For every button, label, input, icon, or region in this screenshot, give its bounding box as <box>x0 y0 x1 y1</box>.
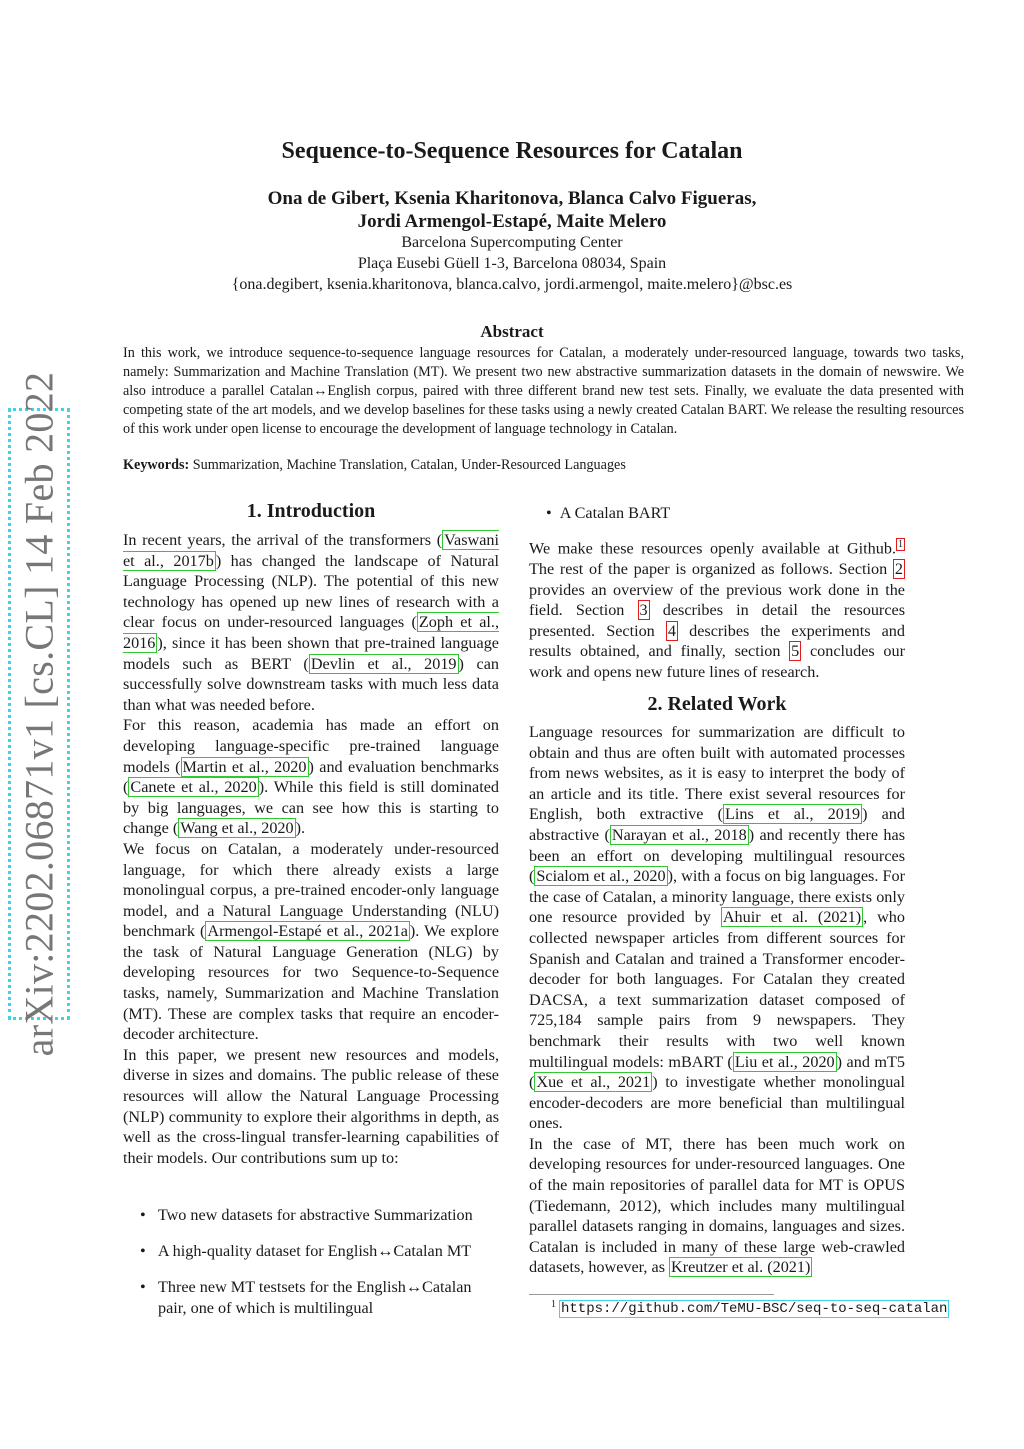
citation-scialom[interactable]: Scialom et al., 2020 <box>536 867 666 886</box>
arxiv-stamp[interactable] <box>8 371 70 1057</box>
citation-lins[interactable]: Lins et al., 2019 <box>724 805 861 824</box>
section-link-4[interactable]: 4 <box>667 621 676 640</box>
citation-canete[interactable]: Canete et al., 2020 <box>130 778 257 797</box>
right-paragraph-1: We make these resources openly available at Github. $^1$ The rest of the paper is organized as follows. Section 2 provides an overview of the previous work done in the field. Section 3 describes in detail the resources presented. Section 4 describes the experiments and results obtained, and finally, section 5 concludes our work and opens new future lines of research. <box>529 539 905 681</box>
footnote-url-link[interactable]: https://github.com/TeMU-BSC/seq-to-seq-catalan <box>561 1301 948 1318</box>
address: Plaça Eusebi Güell 1-3, Barcelona 08034, Spain <box>357 255 667 272</box>
list-item: • A high-quality dataset for English↔Catalan MT <box>140 1242 472 1260</box>
keywords <box>123 457 964 474</box>
authors-line-2: Jordi Armengol-Estapé, Maite Melero <box>357 211 667 232</box>
keywords-text: Summarization, Machine Translation, Catalan, Under-Resourced Languages <box>192 457 626 473</box>
keywords-label: Keywords: <box>123 457 190 473</box>
citation-ahuir[interactable]: Ahuir et al. (2021) <box>722 908 862 927</box>
citation-martin[interactable]: Martin et al., 2020 <box>182 757 307 776</box>
intro-paragraph-3: We focus on Catalan, a moderately under-resourced language, for which there already exists a large monolingual corpus, a pre-trained encoder-only language model, and a Natural Language Understanding (NLU) benchmark ( Armengol-Estapé et al., 2021a ). We explore the task of Natural Language Generation (NLG) by developing resources for two Sequence-to-Sequence tasks, namely, Summarization and Machine Translation (MT). These are complex tasks that require an encoder-decoder architecture. <box>123 839 499 1044</box>
footnote-divider <box>529 1294 774 1295</box>
emails: {ona.degibert, ksenia.kharitonova, blanca.calvo, jordi.armengol, maite.melero}@bsc.es <box>231 276 793 293</box>
citation-armengol[interactable]: Armengol-Estapé et al., 2021a <box>207 922 408 941</box>
abstract-text: In this work, we introduce sequence-to-sequence language resources for Catalan, a moderately under-resourced language, towards two tasks, namely: Summarization and Machine Translation (MT). We present two new abstractive summarization datasets in the domain of newswire. We also introduce a parallel Catalan↔English corpus, paired with three different brand new test sets. Finally, we evaluate the data presented with competing state of the art models, and we develop baselines for these tasks using a newly created Catalan BART. We release the resulting resources of this work under open license to encourage the development of language technology in Catalan. <box>123 345 964 437</box>
section-link-2[interactable]: 2 <box>894 559 903 578</box>
citation-kreutzer[interactable]: Kreutzer et al. (2021) <box>671 1258 811 1277</box>
section-link-3[interactable]: 3 <box>639 601 648 620</box>
footnote-link[interactable]: 1 <box>898 539 903 550</box>
related-paragraph-2: In the case of MT, there has been much work on developing resources for under-resourced languages. One of the main repositories of parallel data for MT is OPUS (Tiedemann, 2012), which includes many multilingual parallel datasets ranging in domains, languages and sizes. Catalan is included in many of these large web-crawled datasets, however, as Kreutzer et al. (2021) <box>529 1134 905 1277</box>
section-1-heading: 1. Introduction <box>246 500 376 522</box>
abstract-heading: Abstract <box>480 322 544 341</box>
list-item: • Three new MT testsets for the English↔Catalan pair, one of which is multilingual <box>140 1278 472 1317</box>
citation-vaswani[interactable]: Vaswani et al., 2017b <box>123 531 499 570</box>
citation-wang[interactable]: Wang et al., 2020 <box>180 819 294 838</box>
left-column <box>123 530 499 1168</box>
intro-paragraph-1: In recent years, the arrival of the transformers ( Vaswani et al., 2017b ) has changed the landscape of Natural Language Processing (NLP). The potential of this new technology has opened up new lines of research with a clear focus on under-resourced languages ( Zoph et al., 2016 ), since it has been shown that pre-trained language models such as BERT ( Devlin et al., 2019 ) can successfully solve downstream tasks with much less data than what was needed before. <box>123 531 500 714</box>
citation-liu[interactable]: Liu et al., 2020 <box>734 1052 835 1071</box>
related-paragraph-1: Language resources for summarization are difficult to obtain and thus are often built with automated processes from news websites, as it is easy to interpret the body of an article and its title. There exist several resources for English, both extractive ( Lins et al., 2019 ) and abstractive ( Narayan et al., 2018 ) and recently there has been an effort on developing multilingual resources ( Scialom et al., 2020 ), with a focus on big languages. For the case of Catalan, a minority language, there exists only one resource provided by Ahuir et al. (2021) , who collected newspaper articles from different sources for Spanish and Catalan and trained a Transformer encoder-decoder for both languages. For Catalan they created DACSA, a text summarization dataset composed of 725,184 sample pairs from 9 newspapers. They benchmark their results with two well known multilingual models: mBART ( Liu et al., 2020 ) and mT5 ( Xue et al., 2021 ) to investigate whether monolingual encoder-decoders are more beneficial than multilingual ones. <box>529 723 906 1133</box>
section-link-5[interactable]: 5 <box>791 642 800 661</box>
section-2-heading: 2. Related Work <box>647 693 787 715</box>
right-column-top <box>529 535 905 683</box>
paper-title: Sequence-to-Sequence Resources for Catalan <box>281 138 743 164</box>
right-column-related <box>529 722 905 1278</box>
authors-line-1: Ona de Gibert, Ksenia Kharitonova, Blanca Calvo Figueras, <box>267 188 757 209</box>
arxiv-stamp-text: arXiv:2202.06871v1 [cs.CL] 14 Feb 2022 <box>16 371 62 1057</box>
citation-devlin[interactable]: Devlin et al., 2019 <box>310 654 457 673</box>
footnote-number: 1 <box>551 1299 556 1310</box>
list-item: • Two new datasets for abstractive Summarization <box>140 1206 473 1224</box>
footnote <box>551 1299 949 1317</box>
list-item: • A Catalan BART <box>546 504 671 522</box>
citation-narayan[interactable]: Narayan et al., 2018 <box>611 825 747 844</box>
citation-zoph[interactable]: Zoph et al., 2016 <box>123 613 499 652</box>
intro-paragraph-2: For this reason, academia has made an effort on developing language-specific pre-trained language models ( Martin et al., 2020 ) and evaluation benchmarks ( Canete et al., 2020 ). While this field is still dominated by big languages, we can see how this is starting to change ( Wang et al., 2020 ). <box>123 716 499 838</box>
intro-paragraph-4: In this paper, we present new resources and models, diverse in sizes and domains. The public release of these resources will allow the Natural Language Processing (NLP) community to explore their algorithms in depth, as well as the cross-lingual transfer-learning capabilities of their models. Our contributions sum up to: <box>123 1045 499 1167</box>
citation-xue[interactable]: Xue et al., 2021 <box>536 1073 651 1092</box>
affiliation: Barcelona Supercomputing Center <box>401 234 623 251</box>
